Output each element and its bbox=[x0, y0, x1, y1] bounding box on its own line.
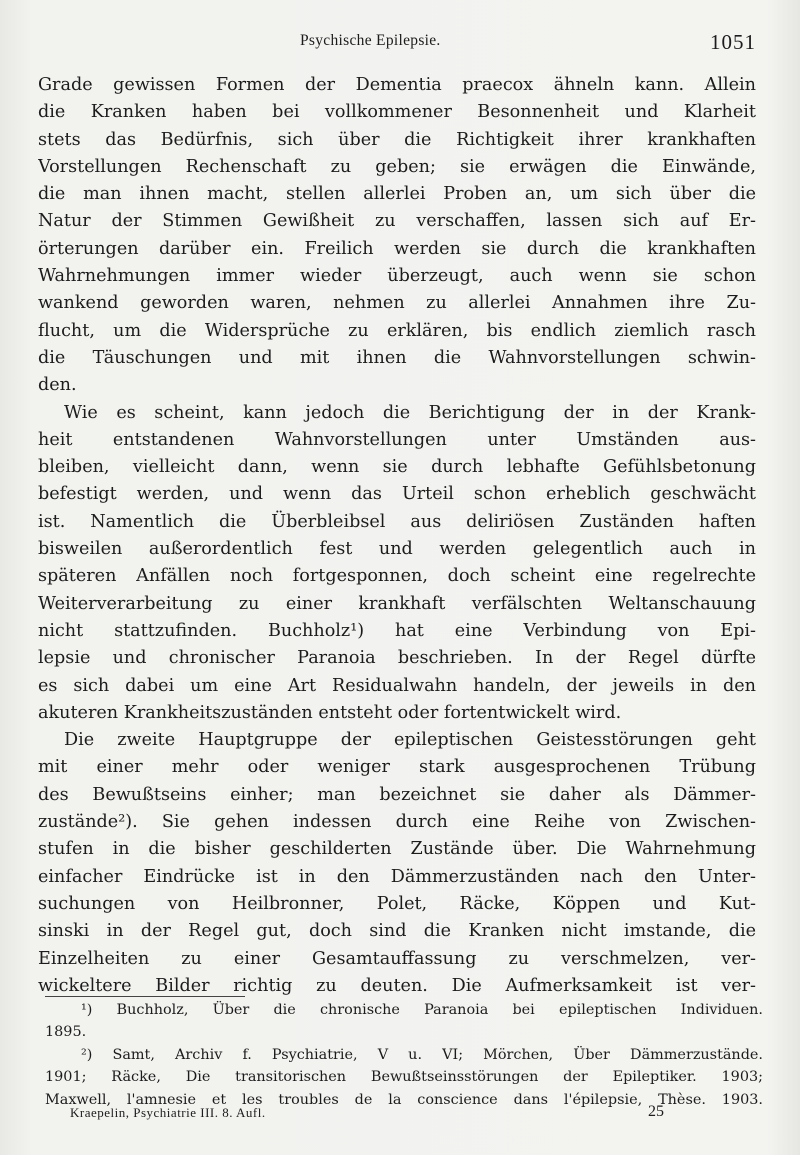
text-line: suchungen von Heilbronner, Polet, Räcke, Köppen und Kut- bbox=[38, 893, 756, 914]
text-line: stufen in die bisher geschilderten Zustände über. Die Wahrnehmung bbox=[38, 839, 756, 860]
text-line: Wie es scheint, kann jedoch die Berichtigung der in der Krank- bbox=[64, 402, 756, 423]
text-line: Wahrnehmungen immer wieder überzeugt, auch wenn sie schon bbox=[38, 266, 756, 287]
text-line: bleiben, vielleicht dann, wenn sie durch lebhafte Gefühlsbetonung bbox=[38, 457, 756, 478]
text-line: ist. Namentlich die Überbleibsel aus deliriösen Zuständen haften bbox=[38, 511, 756, 532]
text-line: den. bbox=[38, 375, 77, 396]
text-line: es sich dabei um eine Art Residualwahn handeln, der jeweils in den bbox=[38, 675, 756, 696]
text-line: die Täuschungen und mit ihnen die Wahnvorstellungen schwin- bbox=[38, 347, 756, 368]
text-line: örterungen darüber ein. Freilich werden sie durch die krankhaften bbox=[38, 238, 756, 259]
running-title: Psychische Epilepsie. bbox=[300, 32, 441, 49]
text-line: die man ihnen macht, stellen allerlei Proben an, um sich über die bbox=[38, 184, 756, 205]
footnote-line: ²) Samt, Archiv f. Psychiatrie, V u. VI; Mörchen, Über Dämmerzustände. bbox=[81, 1046, 763, 1063]
text-line: Natur der Stimmen Gewißheit zu verschaffen, lassen sich auf Er- bbox=[38, 211, 756, 232]
text-line: die Kranken haben bei vollkommener Besonnenheit und Klarheit bbox=[38, 102, 756, 123]
text-line: Einzelheiten zu einer Gesamtauffassung zu verschmelzen, ver- bbox=[38, 948, 756, 969]
text-line: bisweilen außerordentlich fest und werden gelegentlich auch in bbox=[38, 539, 756, 560]
printer-signature: Kraepelin, Psychiatrie III. 8. Aufl. bbox=[70, 1105, 266, 1120]
footnotes bbox=[45, 996, 763, 1111]
text-line: befestigt werden, und wenn das Urteil schon erheblich geschwächt bbox=[38, 484, 756, 505]
footnote-line: ¹) Buchholz, Über die chronische Paranoia bei epileptischen Individuen. bbox=[81, 1002, 763, 1018]
footnote-line: 1895. bbox=[45, 1024, 87, 1041]
footnote-rule bbox=[45, 996, 245, 997]
text-line: wankend geworden waren, nehmen zu allerlei Annahmen ihre Zu- bbox=[38, 293, 756, 314]
text-line: Grade gewissen Formen der Dementia praecox ähneln kann. Allein bbox=[38, 75, 756, 95]
signature-mark: 25 bbox=[648, 1103, 664, 1120]
page-number: 1051 bbox=[710, 30, 756, 54]
text-line: nicht stattzufinden. Buchholz¹) hat eine Verbindung von Epi- bbox=[38, 620, 756, 641]
text-line: heit entstandenen Wahnvorstellungen unter Umständen aus- bbox=[38, 429, 756, 450]
text-line: späteren Anfällen noch fortgesponnen, doch scheint eine regelrechte bbox=[38, 566, 756, 587]
text-line: Weiterverarbeitung zu einer krankhaft verfälschten Weltanschauung bbox=[38, 593, 756, 614]
body-text bbox=[38, 72, 756, 1000]
page-foot bbox=[70, 1105, 670, 1127]
text-line: Vorstellungen Rechenschaft zu geben; sie erwägen die Einwände, bbox=[38, 156, 756, 177]
text-line: einfacher Eindrücke ist in den Dämmerzuständen nach den Unter- bbox=[38, 866, 756, 887]
text-line: mit einer mehr oder weniger stark ausgesprochenen Trübung bbox=[38, 757, 756, 778]
text-line: flucht, um die Widersprüche zu erklären, bis endlich ziemlich rasch bbox=[38, 320, 756, 341]
running-head bbox=[0, 30, 800, 56]
text-line: wickeltere Bilder richtig zu deuten. Die Aufmerksamkeit ist ver- bbox=[38, 975, 756, 996]
footnote-line: 1901; Räcke, Die transitorischen Bewußtseinsstörungen der Epileptiker. 1903; bbox=[45, 1069, 763, 1086]
text-line: zustände²). Sie gehen indessen durch eine Reihe von Zwischen- bbox=[38, 812, 756, 833]
text-line: lepsie und chronischer Paranoia beschrieben. In der Regel dürfte bbox=[38, 648, 756, 669]
text-line: akuteren Krankheitszuständen entsteht oder fortentwickelt wird. bbox=[38, 702, 622, 723]
text-line: sinski in der Regel gut, doch sind die Kranken nicht imstande, die bbox=[38, 921, 756, 942]
text-line: stets das Bedürfnis, sich über die Richtigkeit ihrer krankhaften bbox=[38, 129, 756, 150]
text-line: Die zweite Hauptgruppe der epileptischen Geistesstörungen geht bbox=[64, 730, 756, 751]
footnote-line: Maxwell, l'amnesie et les troubles de la conscience dans l'épilepsie, Thèse. 1903. bbox=[45, 1091, 763, 1108]
text-line: des Bewußtseins einher; man bezeichnet sie daher als Dämmer- bbox=[38, 784, 756, 805]
